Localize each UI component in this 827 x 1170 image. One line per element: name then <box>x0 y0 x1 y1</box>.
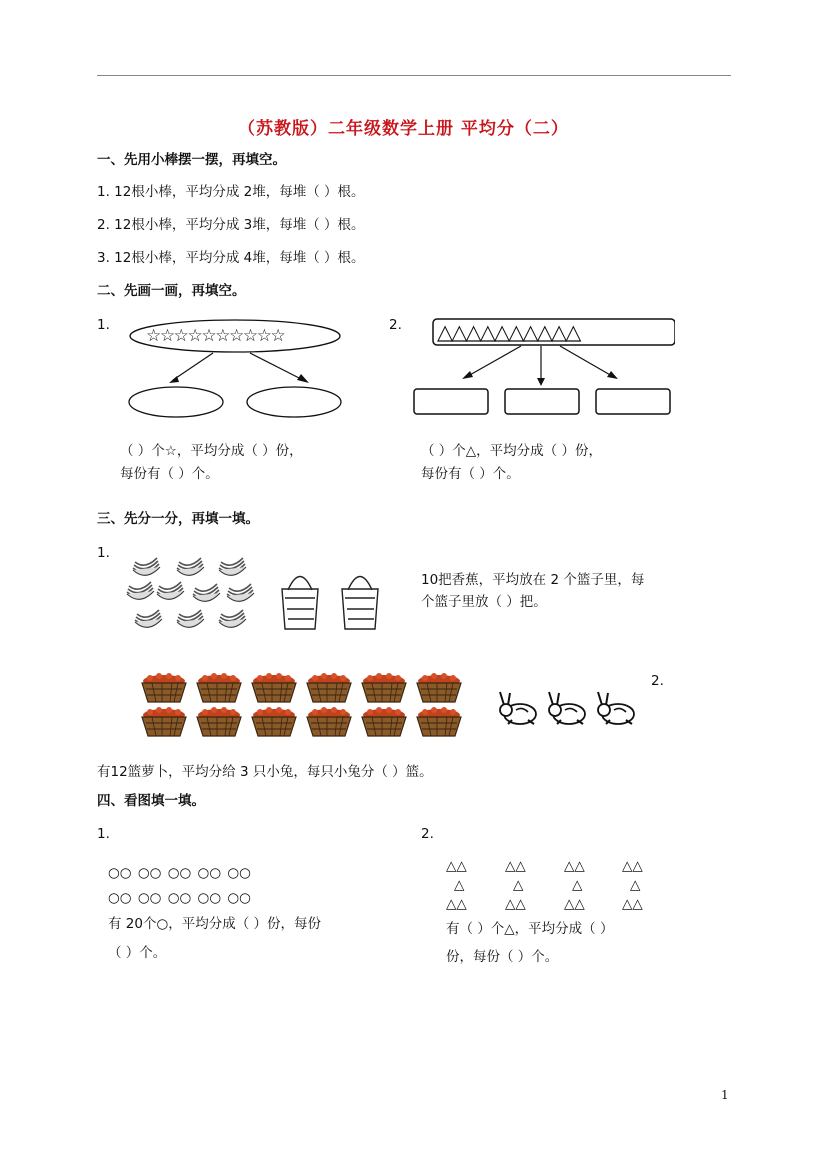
section3-q2-number: 2. <box>651 673 664 689</box>
section4-q2-line1: 有（ ）个△，平均分成（ ） <box>446 921 614 937</box>
section3-q2-text: 有12篮萝卜，平均分给 3 只小兔，每只小兔分（ ）篮。 <box>97 764 433 780</box>
section1-heading: 一、先用小棒摆一摆，再填空。 <box>97 152 286 168</box>
three-rabbits-image <box>495 688 640 728</box>
triangle-group-1-mid: △ <box>454 877 465 893</box>
page-title: （苏教版）二年级数学上册 平均分（二） <box>238 119 569 139</box>
triangle-group-3-mid: △ <box>572 877 583 893</box>
triangle-group-4-top: △△ <box>622 858 643 874</box>
section4-q2-line2: 份，每份（ ）个。 <box>446 949 559 965</box>
triangle-group-4-bot: △△ <box>622 896 643 912</box>
page-number: 1 <box>721 1088 729 1102</box>
section4-heading: 四、看图填一填。 <box>97 793 205 809</box>
section1-item-2: 2. 12根小棒，平均分成 3堆，每堆（ ）根。 <box>97 217 365 233</box>
section3-q1-line2: 个篮子里放（ ）把。 <box>421 594 547 610</box>
circle-row-1: ○○ ○○ ○○ ○○ ○○ <box>108 865 251 881</box>
section3-heading: 三、先分一分，再填一填。 <box>97 511 259 527</box>
triangle-group-4-mid: △ <box>630 877 641 893</box>
section2-q1-line1: （ ）个☆，平均分成（ ）份， <box>120 443 303 459</box>
triangle-group-2-top: △△ <box>505 858 526 874</box>
triangle-group-3-top: △△ <box>564 858 585 874</box>
section2-q2-number: 2. <box>389 317 402 333</box>
section2-heading: 二、先画一画，再填空。 <box>97 283 246 299</box>
section2-q1-number: 1. <box>97 317 110 333</box>
section4-q1-number: 1. <box>97 826 110 842</box>
section2-q2-line2: 每份有（ ）个。 <box>421 466 520 482</box>
triangle-group-1-bot: △△ <box>446 896 467 912</box>
section1-item-3: 3. 12根小棒，平均分成 4堆，每堆（ ）根。 <box>97 250 365 266</box>
header-rule <box>97 75 731 76</box>
section2-q1-line2: 每份有（ ）个。 <box>120 466 219 482</box>
section3-q1-number: 1. <box>97 545 110 561</box>
section4-q2-number: 2. <box>421 826 434 842</box>
triangle-group-2-bot: △△ <box>505 896 526 912</box>
circle-row-2: ○○ ○○ ○○ ○○ ○○ <box>108 890 251 906</box>
star-row: ☆☆☆☆☆☆☆☆☆☆ <box>146 326 285 346</box>
triangle-group-2-mid: △ <box>513 877 524 893</box>
section2-q2-line1: （ ）个△，平均分成（ ）份， <box>421 443 602 459</box>
triangle-row: △△△△△△△△△△ <box>437 320 580 344</box>
banana-bunches-image <box>125 554 260 639</box>
triangle-group-1-top: △△ <box>446 858 467 874</box>
triangle-group-3-bot: △△ <box>564 896 585 912</box>
section3-q1-line1: 10把香蕉，平均放在 2 个篮子里，每 <box>421 572 645 588</box>
section4-q1-line2: （ ）个。 <box>108 945 167 961</box>
radish-baskets-image <box>138 670 468 742</box>
two-baskets-image <box>278 565 388 635</box>
section1-item-1: 1. 12根小棒，平均分成 2堆，每堆（ ）根。 <box>97 184 365 200</box>
section4-q1-line1: 有 20个○，平均分成（ ）份，每份 <box>108 916 322 932</box>
